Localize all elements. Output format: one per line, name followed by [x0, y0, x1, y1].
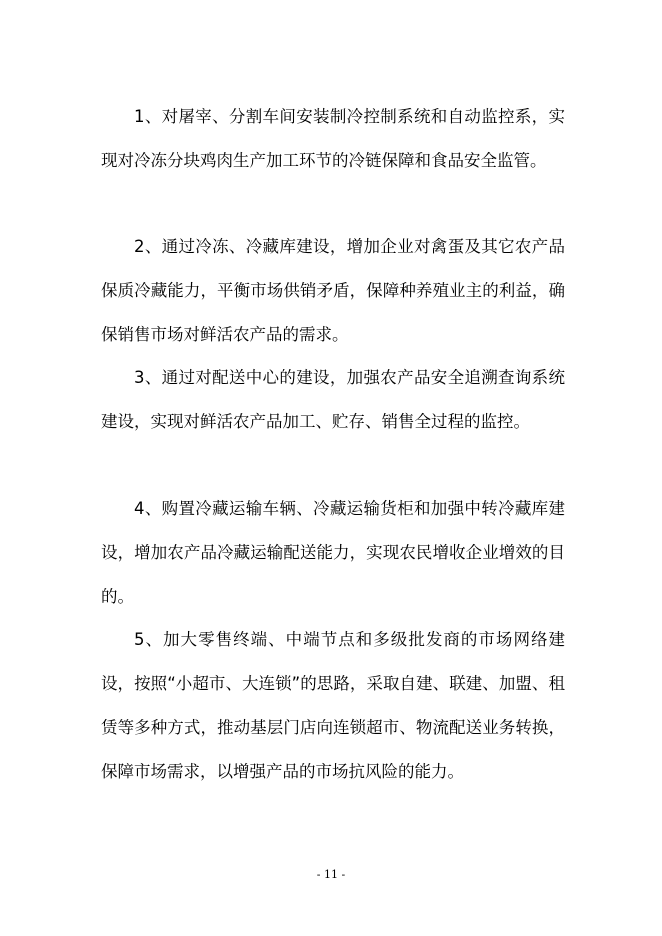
paragraph-1: 1、对屠宰、分割车间安装制冷控制系统和自动监控系，实现对冷冻分块鸡肉生产加工环节的冷链保障和食品安全监管。	[101, 107, 565, 170]
paragraph-2: 2、通过冷冻、冷藏库建设，增加企业对禽蛋及其它农产品保质冷藏能力，平衡市场供销矛盾，保障种养殖业主的利益，确保销售市场对鲜活农产品的需求。	[101, 237, 565, 344]
paragraph-4: 4、购置冷藏运输车辆、冷藏运输货柜和加强中转冷藏库建设，增加农产品冷藏运输配送能力，实现农民增收企业增效的目的。	[101, 499, 565, 606]
paragraph-5: 5、加大零售终端、中端节点和多级批发商的市场网络建设，按照“小超市、大连锁”的思路，采取自建、联建、加盟、租赁等多种方式，推动基层门店向连锁超市、物流配送业务转换，保障市场需求，以增强产品的市场抗风险的能力。	[101, 630, 565, 781]
page-number: - 11 -	[316, 868, 346, 881]
paragraph-3: 3、通过对配送中心的建设，加强农产品安全追溯查询系统建设，实现对鲜活农产品加工、贮存、销售全过程的监控。	[101, 368, 565, 431]
